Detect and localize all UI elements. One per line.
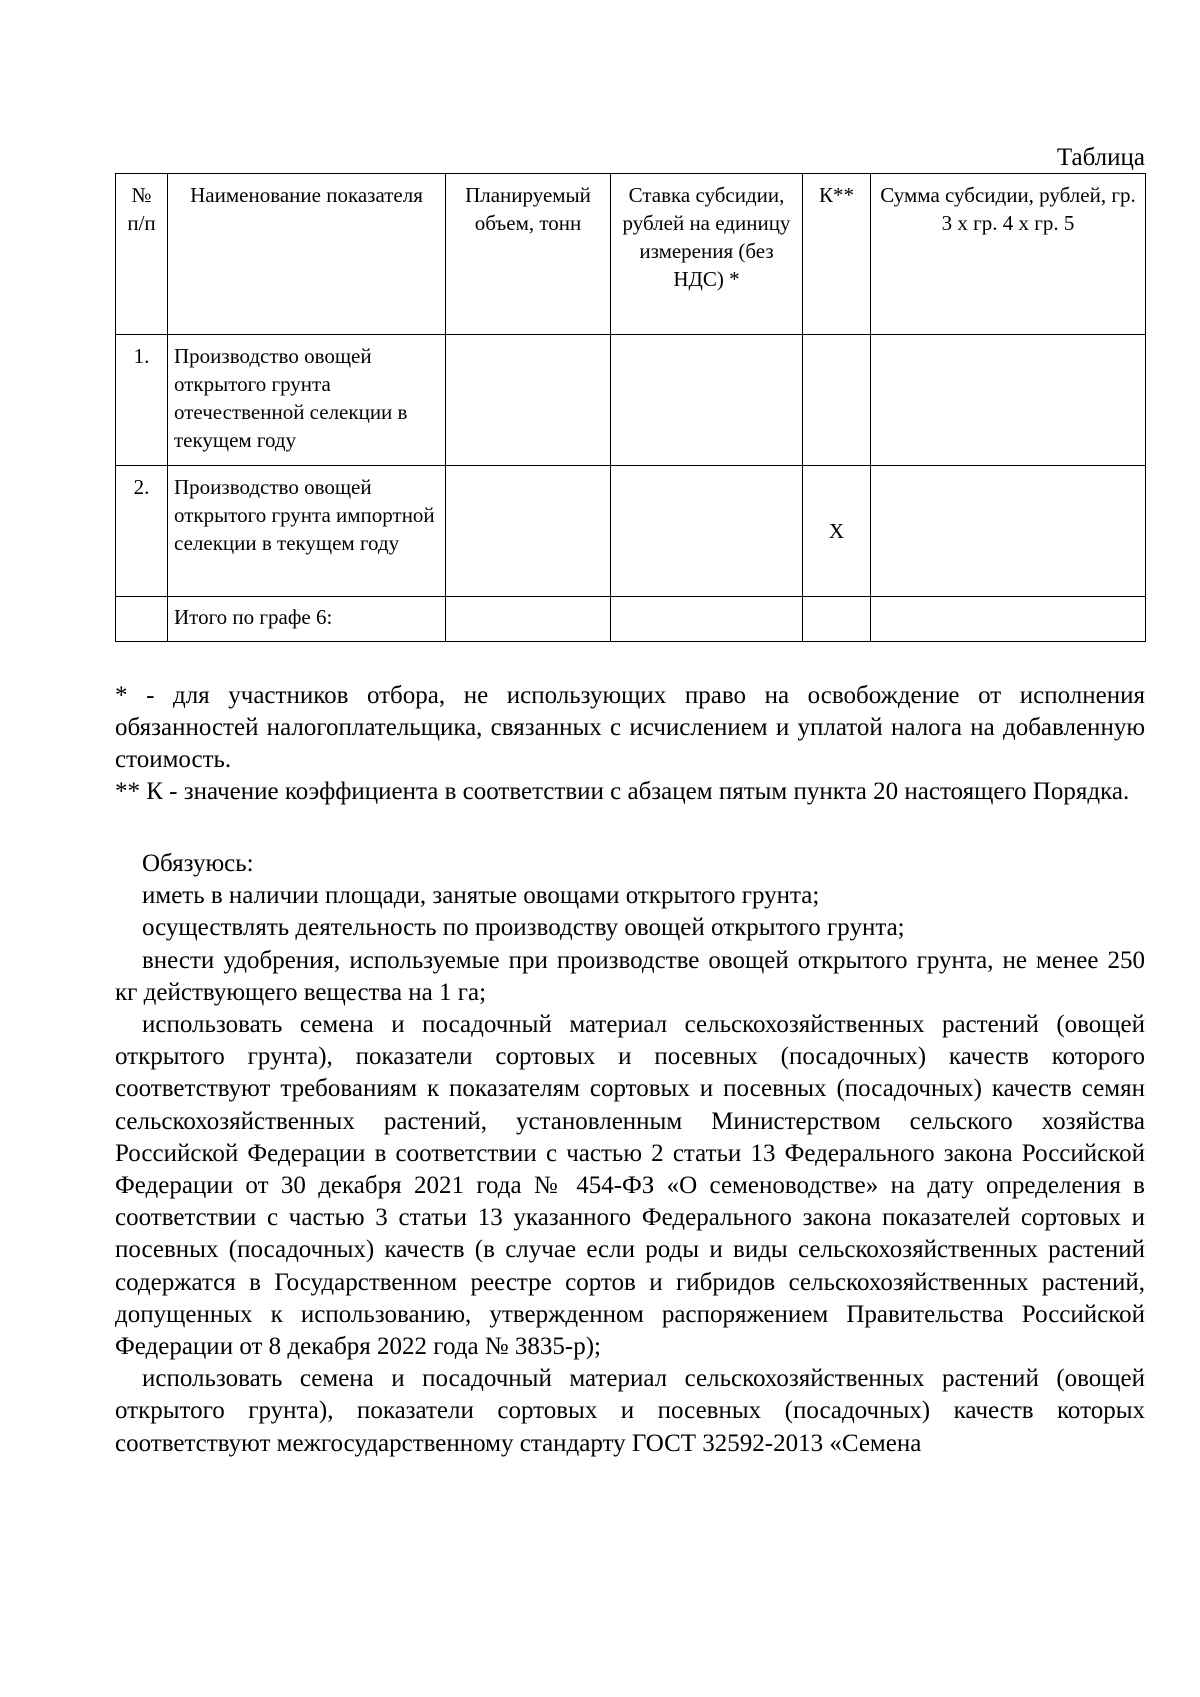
document-page [115, 143, 1145, 1460]
row-sum [871, 335, 1146, 466]
table-total-row [116, 597, 1146, 642]
subsidy-table [115, 173, 1146, 642]
header-num: № п/п [116, 174, 168, 335]
footnote-k: ** К - значение коэффициента в соответствии с абзацем пятым пункта 20 настоящего Порядка. [115, 778, 1130, 805]
total-rate [611, 597, 803, 642]
row-volume [446, 335, 611, 466]
row-num: 2. [116, 466, 168, 597]
pledge-item: использовать семена и посадочный материал сельскохозяйственных растений (овощей открытого грунта), показатели сортовых и посевных (посадочных) качеств которых соответствуют межгосударственному стандарту ГОСТ 32592-2013 «Семена [115, 1365, 1145, 1457]
pledge-item: осуществлять деятельность по производству овощей открытого грунта; [142, 914, 905, 942]
row-k [803, 335, 871, 466]
pledge-title: Обязуюсь: [142, 850, 254, 877]
table-row [116, 466, 1146, 597]
row-num: 1. [116, 335, 168, 466]
table-header-row [116, 174, 1146, 335]
header-sum: Сумма субсидии, рублей, гр. 3 х гр. 4 х гр. 5 [871, 174, 1146, 335]
total-label: Итого по графе 6: [168, 597, 446, 642]
header-name: Наименование показателя [168, 174, 446, 335]
footnote-vat: * - для участников отбора, не использующих право на освобождение от исполнения обязанностей налогоплательщика, связанных с исчислением и уплатой налога на добавленную стоимость. [115, 682, 1145, 773]
row-volume [446, 466, 611, 597]
row-name: Производство овощей открытого грунта отечественной селекции в текущем году [168, 335, 446, 466]
header-volume: Планируемый объем, тонн [446, 174, 611, 335]
total-num [116, 597, 168, 642]
footnotes [115, 680, 1145, 808]
row-name: Производство овощей открытого грунта импортной селекции в текущем году [168, 466, 446, 597]
row-sum [871, 466, 1146, 597]
header-rate: Ставка субсидии, рублей на единицу измерения (без НДС) * [611, 174, 803, 335]
row-k: Х [803, 466, 871, 597]
row-rate [611, 466, 803, 597]
total-volume [446, 597, 611, 642]
pledge-item: внести удобрения, используемые при производстве овощей открытого грунта, не менее 250 кг действующего вещества на 1 га; [115, 946, 1145, 1006]
pledge-section [115, 848, 1145, 1460]
table-row [116, 335, 1146, 466]
table-caption: Таблица [1056, 144, 1145, 171]
total-sum [871, 597, 1146, 642]
total-k [803, 597, 871, 642]
pledge-item: иметь в наличии площади, занятые овощами открытого грунта; [142, 882, 820, 910]
pledge-item: использовать семена и посадочный материал сельскохозяйственных растений (овощей открытого грунта), показатели сортовых и посевных (посадочных) качеств которого соответствуют требованиям к показателям сортовых и посевных (посадочных) качеств семян сельскохозяйственных растений, установленным Министерством сельского хозяйства Российской Федерации в соответствии с частью 2 статьи 13 Федерального закона Российской Федерации от 30 декабря 2021 года № 454-ФЗ «О семеноводстве» на дату определения в соответствии с частью 3 статьи 13 указанного Федерального закона показателей сортовых и посевных (посадочных) качеств (в случае если роды и виды сельскохозяйственных растений содержатся в Государственном реестре сортов и гибридов сельскохозяйственных растений, допущенных к использованию, утвержденном распоряжением Правительства Российской Федерации от 8 декабря 2022 года № 3835-р); [115, 1011, 1145, 1361]
row-rate [611, 335, 803, 466]
header-k: К** [803, 174, 871, 335]
